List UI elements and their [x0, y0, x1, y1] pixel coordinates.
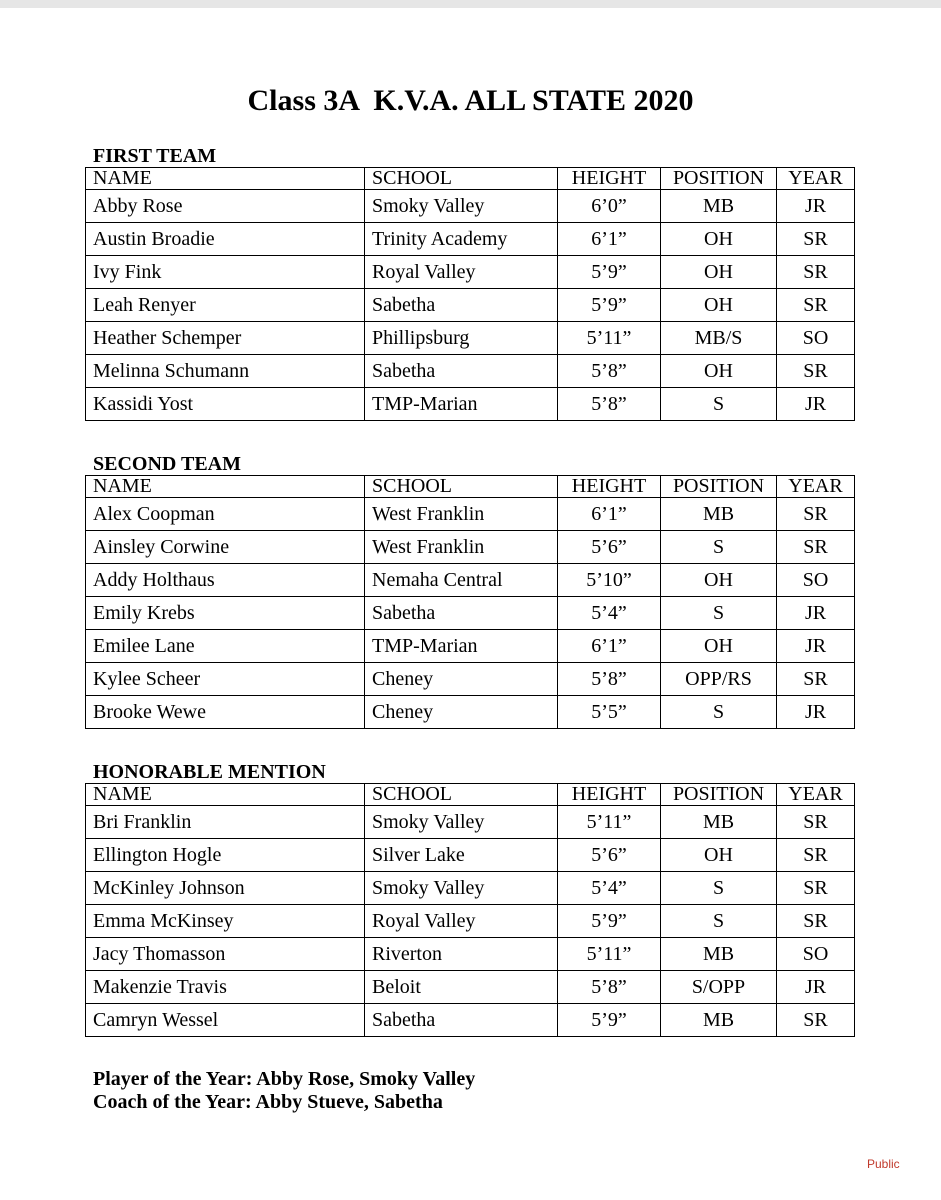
- table-row: [86, 630, 855, 663]
- cell-school: Silver Lake: [365, 839, 558, 872]
- table-row: [86, 190, 855, 223]
- column-header-year: YEAR: [777, 168, 855, 190]
- cell-height: 5’5”: [558, 696, 661, 729]
- cell-height: 5’4”: [558, 872, 661, 905]
- player-of-year: Player of the Year: Abby Rose, Smoky Valley: [93, 1068, 476, 1090]
- table-row: [86, 872, 855, 905]
- cell-height: 5’8”: [558, 355, 661, 388]
- cell-position: S: [661, 388, 777, 421]
- table-row: [86, 322, 855, 355]
- roster-table: [85, 783, 855, 1037]
- cell-height: 6’1”: [558, 498, 661, 531]
- cell-school: Royal Valley: [365, 256, 558, 289]
- cell-year: JR: [777, 190, 855, 223]
- cell-height: 5’9”: [558, 905, 661, 938]
- cell-year: JR: [777, 597, 855, 630]
- column-header-position: POSITION: [661, 784, 777, 806]
- cell-position: OH: [661, 289, 777, 322]
- table-header-row: [86, 168, 855, 190]
- cell-school: Sabetha: [365, 1004, 558, 1037]
- table-row: [86, 355, 855, 388]
- cell-year: SR: [777, 256, 855, 289]
- cell-year: SR: [777, 355, 855, 388]
- roster-table: [85, 167, 855, 421]
- cell-name: Bri Franklin: [86, 806, 365, 839]
- cell-height: 6’1”: [558, 223, 661, 256]
- column-header-name: NAME: [86, 784, 365, 806]
- cell-year: SR: [777, 872, 855, 905]
- cell-name: Kassidi Yost: [86, 388, 365, 421]
- column-header-year: YEAR: [777, 476, 855, 498]
- cell-name: Austin Broadie: [86, 223, 365, 256]
- cell-name: Jacy Thomasson: [86, 938, 365, 971]
- cell-height: 5’8”: [558, 971, 661, 1004]
- cell-name: Camryn Wessel: [86, 1004, 365, 1037]
- cell-name: Abby Rose: [86, 190, 365, 223]
- roster-section: [85, 453, 855, 729]
- cell-height: 5’11”: [558, 938, 661, 971]
- cell-height: 5’4”: [558, 597, 661, 630]
- cell-position: OH: [661, 564, 777, 597]
- column-header-school: SCHOOL: [365, 784, 558, 806]
- cell-position: S: [661, 531, 777, 564]
- cell-height: 5’9”: [558, 1004, 661, 1037]
- cell-name: Ainsley Corwine: [86, 531, 365, 564]
- cell-height: 5’9”: [558, 256, 661, 289]
- page-top-edge: [0, 0, 941, 8]
- cell-position: MB: [661, 1004, 777, 1037]
- table-row: [86, 498, 855, 531]
- column-header-position: POSITION: [661, 476, 777, 498]
- table-row: [86, 806, 855, 839]
- cell-school: Cheney: [365, 663, 558, 696]
- cell-name: Alex Coopman: [86, 498, 365, 531]
- column-header-school: SCHOOL: [365, 168, 558, 190]
- cell-position: MB: [661, 190, 777, 223]
- cell-height: 5’6”: [558, 839, 661, 872]
- cell-year: SR: [777, 498, 855, 531]
- cell-school: Sabetha: [365, 597, 558, 630]
- table-row: [86, 289, 855, 322]
- table-header-row: [86, 784, 855, 806]
- cell-height: 5’11”: [558, 806, 661, 839]
- cell-school: Smoky Valley: [365, 872, 558, 905]
- cell-position: S: [661, 696, 777, 729]
- cell-school: Royal Valley: [365, 905, 558, 938]
- cell-name: Addy Holthaus: [86, 564, 365, 597]
- cell-position: MB: [661, 498, 777, 531]
- cell-name: Brooke Wewe: [86, 696, 365, 729]
- cell-position: S/OPP: [661, 971, 777, 1004]
- document-title: Class 3A K.V.A. ALL STATE 2020: [247, 84, 694, 117]
- cell-position: S: [661, 597, 777, 630]
- cell-name: Makenzie Travis: [86, 971, 365, 1004]
- table-row: [86, 971, 855, 1004]
- cell-year: SR: [777, 531, 855, 564]
- roster-section: [85, 761, 855, 1037]
- cell-school: Phillipsburg: [365, 322, 558, 355]
- coach-of-year: Coach of the Year: Abby Stueve, Sabetha: [93, 1091, 443, 1113]
- cell-position: OH: [661, 630, 777, 663]
- cell-school: TMP-Marian: [365, 630, 558, 663]
- table-header-row: [86, 476, 855, 498]
- cell-school: Cheney: [365, 696, 558, 729]
- cell-year: SO: [777, 938, 855, 971]
- cell-name: Melinna Schumann: [86, 355, 365, 388]
- cell-year: SR: [777, 905, 855, 938]
- column-header-name: NAME: [86, 168, 365, 190]
- column-header-year: YEAR: [777, 784, 855, 806]
- column-header-height: HEIGHT: [558, 476, 661, 498]
- cell-name: Heather Schemper: [86, 322, 365, 355]
- cell-height: 5’9”: [558, 289, 661, 322]
- cell-name: Emma McKinsey: [86, 905, 365, 938]
- awards-block: [93, 1068, 475, 1114]
- table-row: [86, 905, 855, 938]
- cell-height: 5’8”: [558, 388, 661, 421]
- table-row: [86, 597, 855, 630]
- cell-height: 5’6”: [558, 531, 661, 564]
- cell-position: S: [661, 905, 777, 938]
- cell-name: Ellington Hogle: [86, 839, 365, 872]
- cell-school: West Franklin: [365, 531, 558, 564]
- cell-year: SO: [777, 322, 855, 355]
- cell-year: SR: [777, 839, 855, 872]
- cell-year: JR: [777, 630, 855, 663]
- column-header-height: HEIGHT: [558, 168, 661, 190]
- table-row: [86, 696, 855, 729]
- cell-year: JR: [777, 971, 855, 1004]
- table-row: [86, 663, 855, 696]
- table-row: [86, 531, 855, 564]
- cell-name: Emilee Lane: [86, 630, 365, 663]
- cell-height: 6’1”: [558, 630, 661, 663]
- cell-year: JR: [777, 696, 855, 729]
- cell-position: OH: [661, 355, 777, 388]
- cell-school: Riverton: [365, 938, 558, 971]
- cell-school: Sabetha: [365, 355, 558, 388]
- cell-position: OH: [661, 256, 777, 289]
- section-heading: HONORABLE MENTION: [93, 761, 326, 783]
- cell-position: MB: [661, 806, 777, 839]
- roster-section: [85, 145, 855, 421]
- cell-height: 5’11”: [558, 322, 661, 355]
- table-row: [86, 223, 855, 256]
- cell-year: SR: [777, 663, 855, 696]
- table-row: [86, 938, 855, 971]
- cell-name: Ivy Fink: [86, 256, 365, 289]
- roster-table: [85, 475, 855, 729]
- cell-year: SR: [777, 1004, 855, 1037]
- table-row: [86, 564, 855, 597]
- cell-school: TMP-Marian: [365, 388, 558, 421]
- cell-school: Beloit: [365, 971, 558, 1004]
- table-row: [86, 256, 855, 289]
- cell-school: Smoky Valley: [365, 190, 558, 223]
- column-header-school: SCHOOL: [365, 476, 558, 498]
- cell-name: Leah Renyer: [86, 289, 365, 322]
- cell-year: SR: [777, 223, 855, 256]
- cell-position: OH: [661, 223, 777, 256]
- cell-position: MB/S: [661, 322, 777, 355]
- cell-name: Emily Krebs: [86, 597, 365, 630]
- section-heading: SECOND TEAM: [93, 453, 241, 475]
- cell-position: OPP/RS: [661, 663, 777, 696]
- cell-name: Kylee Scheer: [86, 663, 365, 696]
- cell-school: West Franklin: [365, 498, 558, 531]
- cell-height: 5’8”: [558, 663, 661, 696]
- column-header-name: NAME: [86, 476, 365, 498]
- cell-year: SO: [777, 564, 855, 597]
- column-header-height: HEIGHT: [558, 784, 661, 806]
- cell-school: Sabetha: [365, 289, 558, 322]
- classification-label: Public: [867, 1157, 900, 1171]
- cell-position: OH: [661, 839, 777, 872]
- cell-year: SR: [777, 289, 855, 322]
- section-heading: FIRST TEAM: [93, 145, 217, 167]
- cell-name: McKinley Johnson: [86, 872, 365, 905]
- column-header-position: POSITION: [661, 168, 777, 190]
- table-row: [86, 839, 855, 872]
- table-row: [86, 388, 855, 421]
- cell-year: JR: [777, 388, 855, 421]
- cell-school: Trinity Academy: [365, 223, 558, 256]
- cell-height: 6’0”: [558, 190, 661, 223]
- cell-position: MB: [661, 938, 777, 971]
- cell-position: S: [661, 872, 777, 905]
- cell-school: Nemaha Central: [365, 564, 558, 597]
- cell-year: SR: [777, 806, 855, 839]
- cell-school: Smoky Valley: [365, 806, 558, 839]
- cell-height: 5’10”: [558, 564, 661, 597]
- table-row: [86, 1004, 855, 1037]
